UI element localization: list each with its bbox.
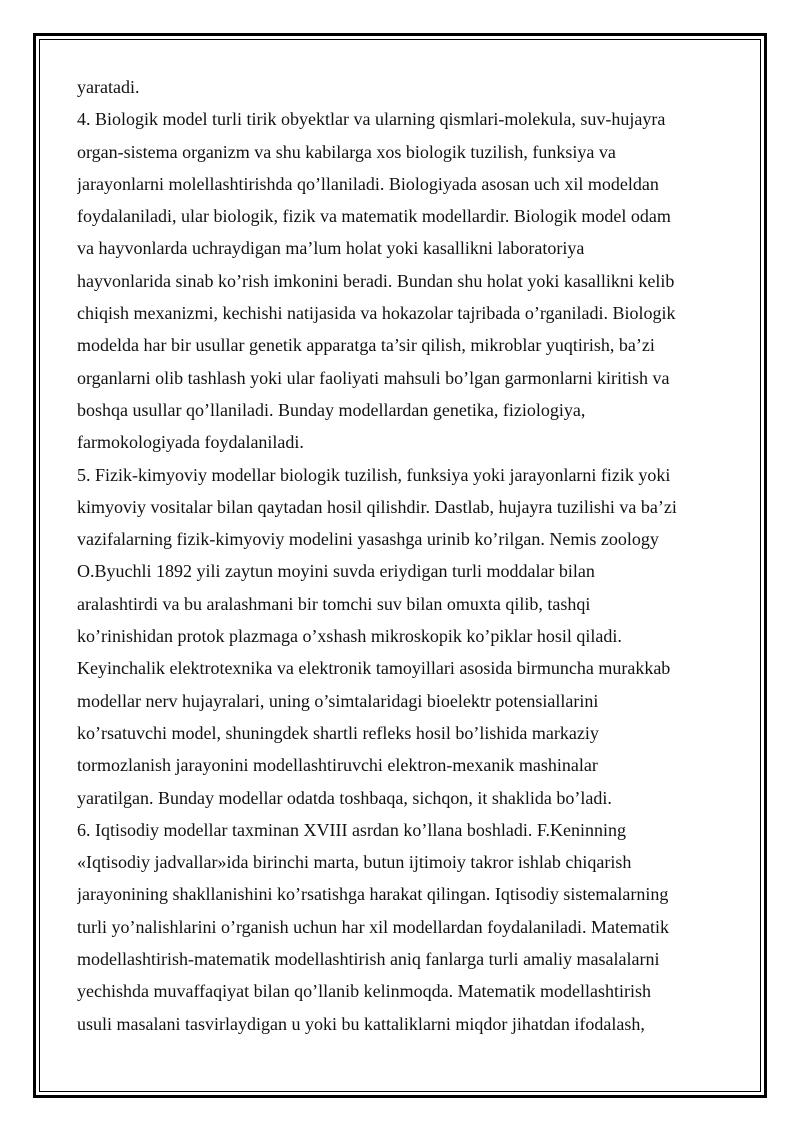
text-line: farmokologiyada foydalaniladi. [77,432,304,453]
text-line: organ-sistema organizm va shu kabilarga xos biologik tuzilish, funksiya va [77,141,616,162]
text-line: jarayonlarni molellashtirishda qo’llaniladi. Biologiyada asosan uch xil modeldan [77,173,659,194]
text-line: kimyoviy vositalar bilan qaytadan hosil qilishdir. Dastlab, hujayra tuzilishi va ba’zi [77,496,677,517]
text-line: boshqa usullar qo’llaniladi. Bunday modellardan genetika, fiziologiya, [77,399,586,420]
text-line: Keyinchalik elektrotexnika va elektronik tamoyillari asosida birmuncha murakkab [77,658,671,679]
text-line: foydalaniladi, ular biologik, fizik va matematik modellardir. Biologik model odam [77,206,671,227]
text-line: ko’rinishidan protok plazmaga o’xshash mikroskopik ko’piklar hosil qiladi. [77,626,622,647]
text-line: yechishda muvaffaqiyat bilan qo’llanib kelinmoqda. Matematik modellashtirish [77,981,652,1002]
text-line: organlarni olib tashlash yoki ular faoliyati mahsuli bo’lgan garmonlarni kiritish va [77,367,670,388]
text-line: yaratilgan. Bunday modellar odatda toshbaqa, sichqon, it shaklida bo’ladi. [77,787,612,808]
text-line: ko’rsatuvchi model, shuningdek shartli refleks hosil bo’lishida markaziy [77,722,599,743]
text-line: vazifalarning fizik-kimyoviy modelini yasashga urinib ko’rilgan. Nemis zoology [77,529,659,550]
text-line: 4. Biologik model turli tirik obyektlar va ularning qismlari-molekula, suv-hujayra [77,109,666,130]
text-line: 5. Fizik-kimyoviy modellar biologik tuzilish, funksiya yoki jarayonlarni fizik yoki [77,464,671,485]
text-line: va hayvonlarda uchraydigan ma’lum holat yoki kasallikni laboratoriya [77,238,585,259]
text-line: O.Byuchli 1892 yili zaytun moyini suvda eriydigan turli moddalar bilan [77,561,595,582]
text-line: 6. Iqtisodiy modellar taxminan XVIII asrdan ko’llana boshladi. F.Keninning [77,819,626,840]
text-line: «Iqtisodiy jadvallar»ida birinchi marta, butun ijtimoiy takror ishlab chiqarish [77,852,632,873]
text-line: usuli masalani tasvirlaydigan u yoki bu kattaliklarni miqdor jihatdan ifodalash, [77,1013,645,1034]
text-line: modelda har bir usullar genetik apparatga ta’sir qilish, mikroblar yuqtirish, ba’zi [77,335,655,356]
text-line: jarayonining shakllanishini ko’rsatishga harakat qilingan. Iqtisodiy sistemalarning [77,884,669,905]
text-line: yaratadi. [77,77,140,97]
document-text-block [77,71,727,1040]
text-line: modellar nerv hujayralari, uning o’simtalaridagi bioelektr potensiallarini [77,690,599,711]
text-line: turli yo’nalishlarini o’rganish uchun har xil modellardan foydalaniladi. Matematik [77,916,670,937]
text-line: aralashtirdi va bu aralashmani bir tomchi suv bilan omuxta qilib, tashqi [77,593,591,614]
text-line: modellashtirish-matematik modellashtirish aniq fanlarga turli amaliy masalalarni [77,949,660,970]
text-line: hayvonlarida sinab ko’rish imkonini beradi. Bundan shu holat yoki kasallikni kelib [77,270,675,291]
text-line: chiqish mexanizmi, kechishi natijasida va hokazolar tajribada o’rganiladi. Biologik [77,303,676,324]
text-line: tormozlanish jarayonini modellashtiruvchi elektron-mexanik mashinalar [77,755,598,776]
